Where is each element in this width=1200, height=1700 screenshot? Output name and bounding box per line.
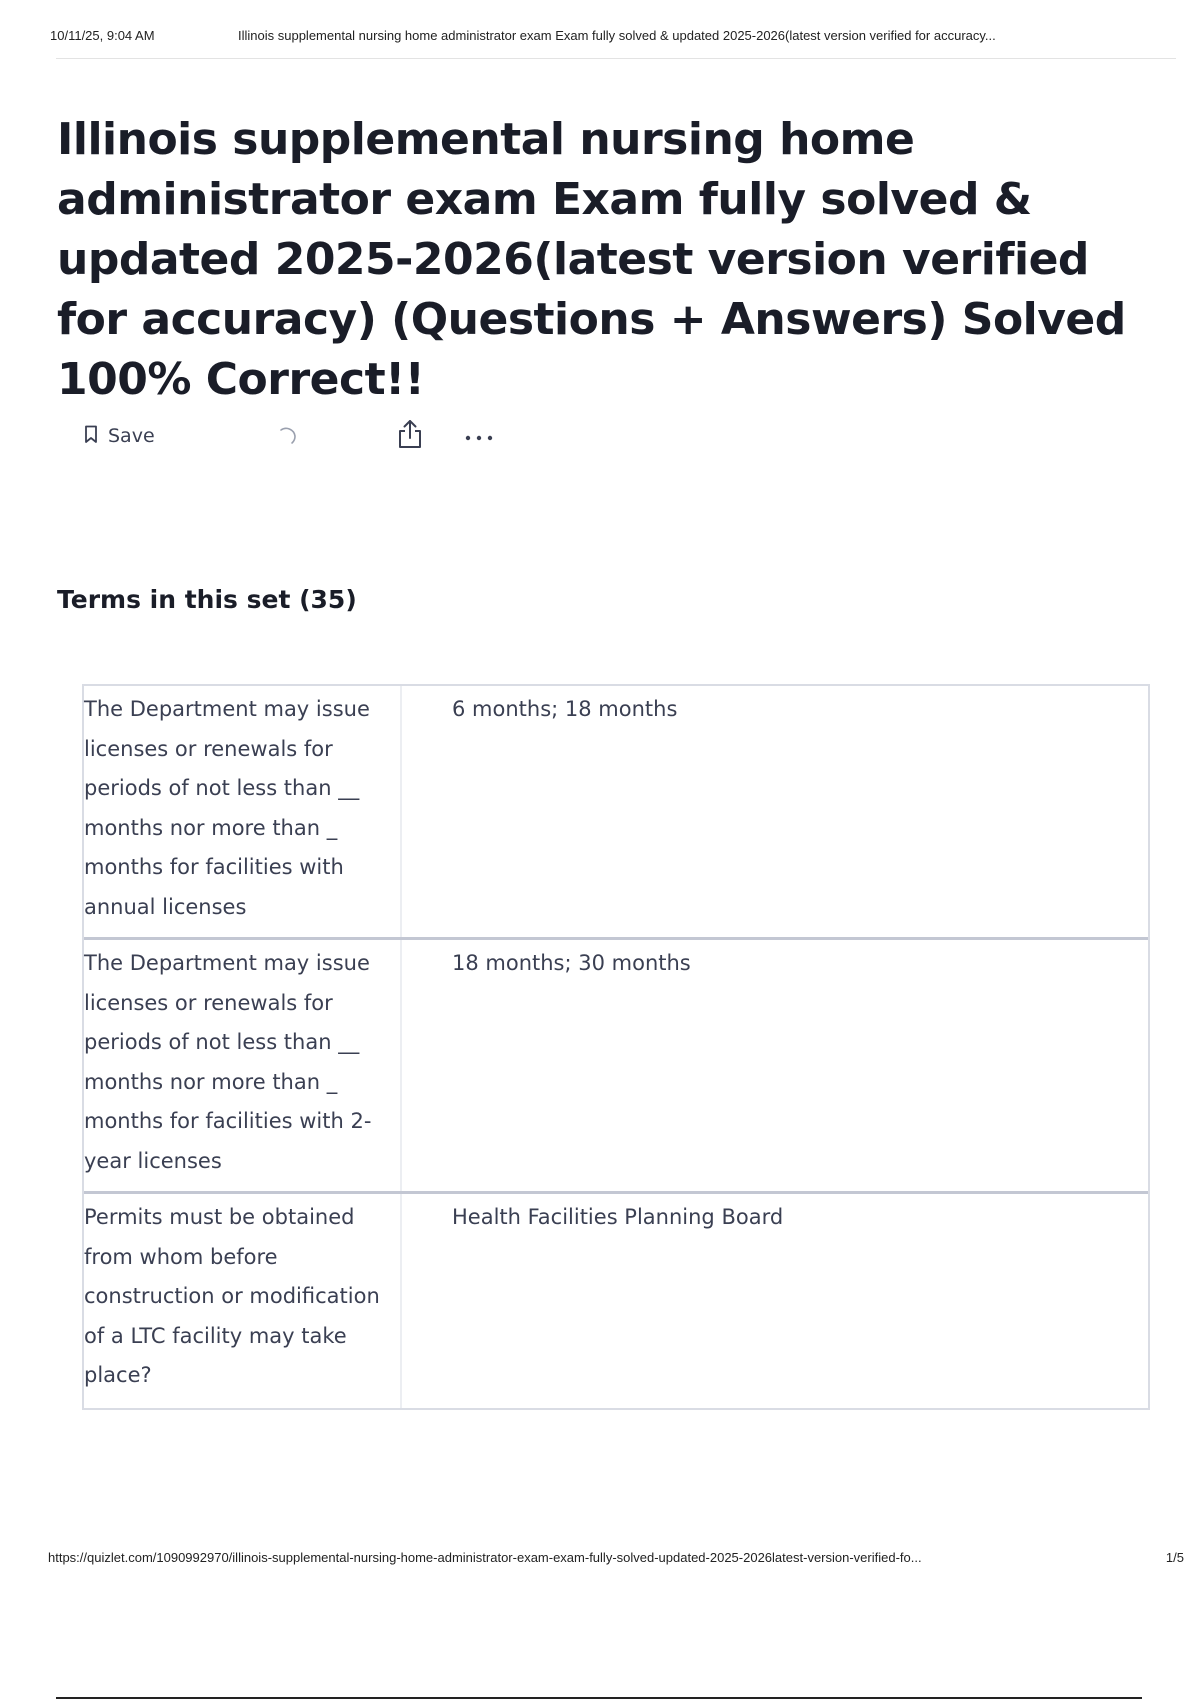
term-row (84, 1194, 1148, 1408)
page-title: Illinois supplemental nursing home administrator exam Exam fully solved & updated 2025-2026(latest version verified for accuracy) (Questions + Answers) Solved 100% Correct!! (57, 114, 1126, 405)
more-icon (464, 427, 494, 446)
set-toolbar (84, 418, 524, 454)
save-button[interactable] (84, 418, 184, 454)
print-doc-title: Illinois supplemental nursing home administrator exam Exam fully solved & updated 2025-2026(latest version verified for accuracy... (238, 28, 996, 43)
terms-heading: Terms in this set (35) (57, 585, 357, 614)
bottom-divider (56, 1697, 1142, 1699)
loading-icon (276, 418, 304, 454)
print-footer (48, 1550, 1184, 1570)
print-url: https://quizlet.com/1090992970/illinois-supplemental-nursing-home-administrator-exam-exam-fully-solved-updated-2025-2026latest-version-verified-fo... (48, 1550, 922, 1565)
header-divider (56, 58, 1176, 59)
term-text: The Department may issue licenses or renewals for periods of not less than __ months nor more than _ months for facilities with 2-year licenses (84, 940, 402, 1191)
definition-text: 6 months; 18 months (452, 697, 678, 721)
share-icon (396, 419, 424, 453)
print-datetime: 10/11/25, 9:04 AM (50, 28, 155, 43)
term-text: Permits must be obtained from whom before construction or modification of a LTC facility may take place? (84, 1194, 402, 1408)
term-row (84, 686, 1148, 940)
print-header (50, 28, 1178, 48)
definition-text: Health Facilities Planning Board (452, 1205, 784, 1229)
terms-table (82, 684, 1150, 1410)
term-row (84, 940, 1148, 1194)
share-button[interactable] (396, 418, 428, 454)
bookmark-icon (84, 425, 98, 448)
save-label: Save (108, 425, 155, 447)
more-options-button[interactable] (464, 418, 500, 454)
page-number: 1/5 (1165, 1550, 1184, 1565)
term-text: The Department may issue licenses or renewals for periods of not less than __ months nor more than _ months for facilities with annual licenses (84, 686, 402, 937)
definition-text: 18 months; 30 months (452, 951, 691, 975)
